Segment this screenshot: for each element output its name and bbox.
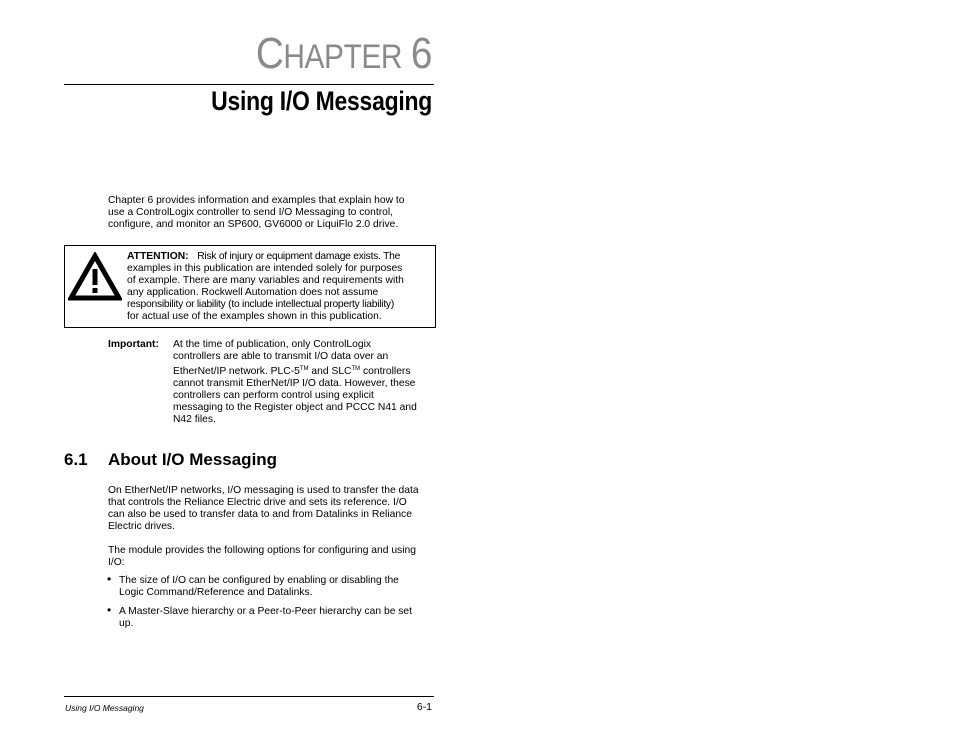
- important-line-trademarks: EtherNet/IP network. PLC-5™ and SLC™ controllers: [173, 366, 411, 377]
- bullet-item: [119, 606, 434, 630]
- attention-line: for actual use of the examples shown in this publication.: [127, 311, 382, 322]
- body-line: I/O:: [108, 557, 125, 568]
- attention-line: of example. There are many variables and requirements with: [127, 275, 404, 286]
- page-title: Using I/O Messaging: [211, 86, 432, 116]
- attention-text: [127, 251, 427, 323]
- important-line: At the time of publication, only ControlLogix: [173, 339, 372, 350]
- bullet-line: The size of I/O can be configured by enabling or disabling the: [119, 575, 399, 586]
- attention-line: any application. Rockwell Automation does not assume: [127, 287, 379, 298]
- bullet-marker: •: [107, 603, 112, 617]
- important-line: messaging to the Register object and PCCC N41 and: [173, 402, 417, 413]
- footer-title: Using I/O Messaging: [65, 703, 144, 713]
- bullet-line: A Master-Slave hierarchy or a Peer-to-Peer hierarchy can be set: [119, 606, 413, 617]
- attention-line: Risk of injury or equipment damage exists. The: [197, 251, 401, 262]
- chapter-label-word: HAPTER: [283, 38, 403, 76]
- important-line: controllers can perform control using explicit: [173, 390, 374, 401]
- bullet-line: up.: [119, 618, 134, 629]
- chapter-label: [184, 29, 432, 78]
- body-line: can also be used to transfer data to and from Datalinks in Reliance: [108, 509, 412, 520]
- important-line: N42 files.: [173, 414, 216, 425]
- bullet-line: Logic Command/Reference and Datalinks.: [119, 587, 313, 598]
- important-text: [173, 339, 435, 426]
- body-line: that controls the Reliance Electric drive and sets its reference. I/O: [108, 497, 407, 508]
- section-title: About I/O Messaging: [108, 450, 278, 469]
- body-paragraph-1: [108, 485, 433, 533]
- section-number: 6.1: [64, 450, 88, 469]
- important-line: cannot transmit EtherNet/IP I/O data. However, these: [173, 378, 416, 389]
- header-rule: [64, 84, 434, 85]
- intro-line: Chapter 6 provides information and examples that explain how to: [108, 195, 405, 206]
- intro-line: use a ControlLogix controller to send I/O Messaging to control,: [108, 207, 394, 218]
- trademark-mark: TM: [299, 366, 309, 372]
- body-line: The module provides the following options for configuring and using: [108, 545, 416, 556]
- page-number: 6-1: [416, 701, 432, 713]
- bullet-marker: •: [107, 572, 112, 586]
- footer-rule: [64, 696, 434, 697]
- chapter-number: 6: [410, 29, 432, 78]
- attention-line: examples in this publication are intended solely for purposes: [127, 263, 403, 274]
- bullet-item: [119, 575, 434, 599]
- trademark-mark: TM: [351, 366, 361, 372]
- important-label: Important:: [108, 339, 159, 350]
- warning-triangle-icon: [68, 252, 122, 302]
- intro-paragraph: [108, 195, 433, 231]
- important-line: controllers are able to transmit I/O data over an: [173, 351, 389, 362]
- body-paragraph-2: [108, 545, 433, 569]
- attention-label: ATTENTION:: [127, 251, 189, 262]
- intro-line: configure, and monitor an SP600, GV6000 or LiquiFlo 2.0 drive.: [108, 219, 399, 230]
- body-line: On EtherNet/IP networks, I/O messaging is used to transfer the data: [108, 485, 419, 496]
- attention-line: responsibility or liability (to include intellectual property liability): [127, 299, 395, 310]
- chapter-label-cap: C: [255, 29, 284, 78]
- body-line: Electric drives.: [108, 521, 175, 532]
